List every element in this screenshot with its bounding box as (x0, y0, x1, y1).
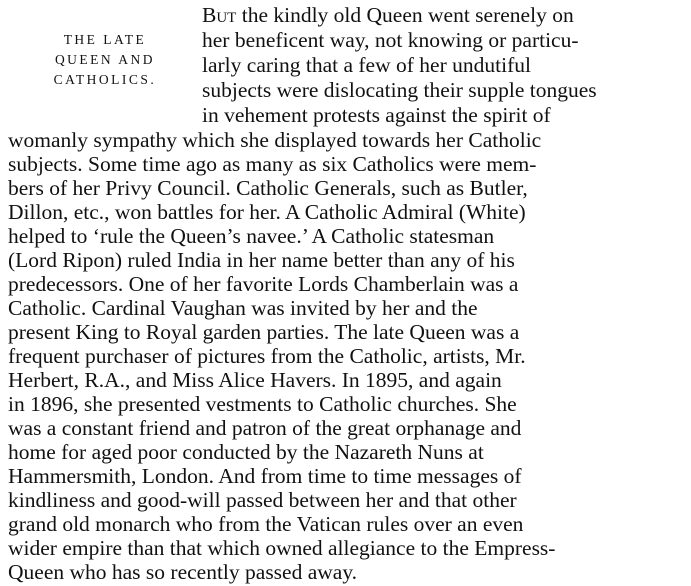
article-line: (Lord Ripon) ruled India in her name better than any of his (8, 248, 515, 272)
article-line (202, 3, 680, 27)
article-line: subjects. Some time ago as many as six Catholics were mem- (8, 152, 537, 176)
article-line: in 1896, she presented vestments to Catholic churches. She (8, 392, 517, 416)
article-line: present King to Royal garden parties. The late Queen was a (8, 320, 520, 344)
article-line: in vehement protests against the spirit of (202, 103, 551, 127)
article-lead-word: But (202, 3, 237, 27)
article-line: home for aged poor conducted by the Nazareth Nuns at (8, 440, 484, 464)
side-heading (30, 30, 180, 90)
side-heading-line: QUEEN AND (54, 52, 156, 67)
article-line: Queen who has so recently passed away. (8, 560, 358, 584)
article-line: Hammersmith, London. And from time to time messages of (8, 464, 522, 488)
article-line: frequent purchaser of pictures from the Catholic, artists, Mr. (8, 344, 526, 368)
article-line: was a constant friend and patron of the great orphanage and (8, 416, 522, 440)
article-line: Catholic. Cardinal Vaughan was invited by her and the (8, 296, 478, 320)
article-line: Herbert, R.A., and Miss Alice Havers. In 1895, and again (8, 368, 502, 392)
side-heading-line: CATHOLICS. (53, 72, 157, 87)
article-line: womanly sympathy which she displayed towards her Catholic (8, 128, 542, 152)
side-heading-line: THE LATE (63, 32, 147, 47)
article-line: kindliness and good-will passed between her and that other (8, 488, 517, 512)
article-line: her beneficent way, not knowing or particu- (202, 28, 579, 52)
article-line: predecessors. One of her favorite Lords Chamberlain was a (8, 272, 519, 296)
article-line: larly caring that a few of her undutiful (202, 53, 531, 77)
article-line: subjects were dislocating their supple tongues (202, 78, 597, 102)
article-line: wider empire than that which owned allegiance to the Empress- (8, 536, 556, 560)
article-line: grand old monarch who from the Vatican rules over an even (8, 512, 524, 536)
article-line: bers of her Privy Council. Catholic Generals, such as Butler, (8, 176, 528, 200)
article-line-text: the kindly old Queen went serenely on (236, 3, 574, 27)
article-line: Dillon, etc., won battles for her. A Catholic Admiral (White) (8, 200, 526, 224)
article-line: helped to ‘rule the Queen’s navee.’ A Catholic statesman (8, 224, 495, 248)
